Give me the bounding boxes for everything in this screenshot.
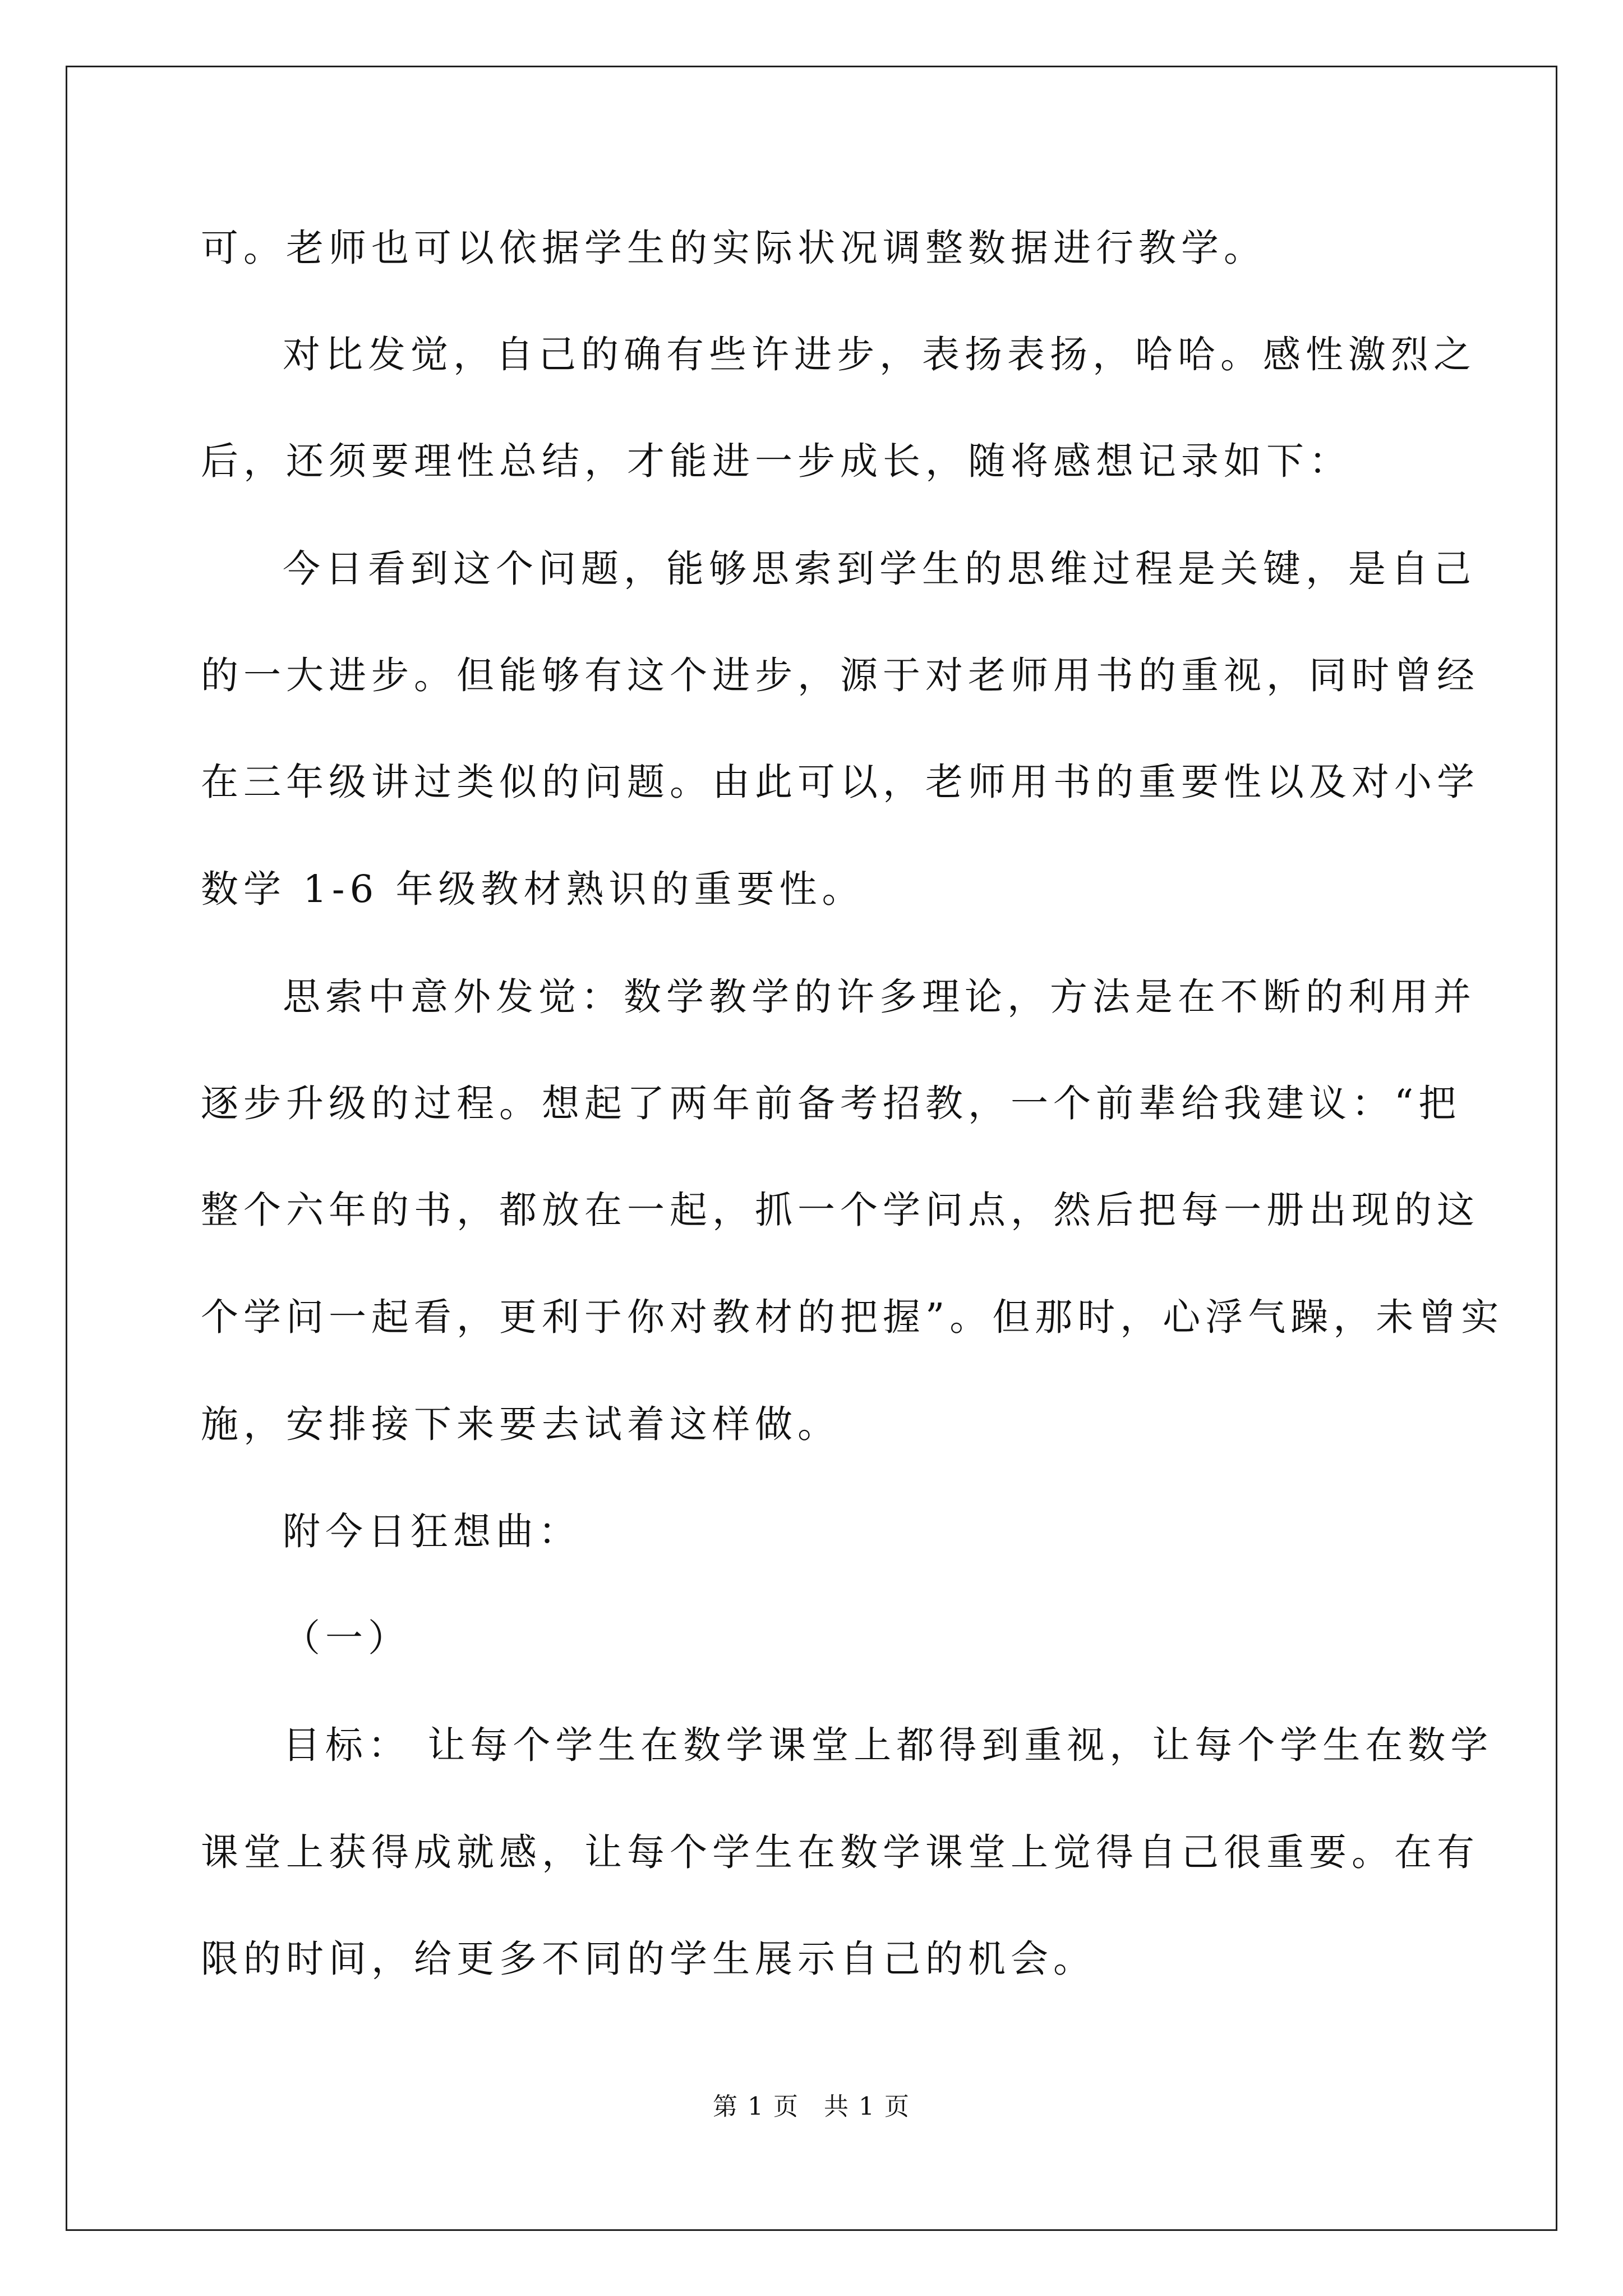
text-line: 限的时间，给更多不同的学生展示自己的机会。 [201, 1937, 1096, 1981]
page-footer [0, 2090, 1623, 2124]
text-line: 施，安排接下来要去试着这样做。 [201, 1402, 840, 1446]
text-line: 对比发觉，自己的确有些许进步，表扬表扬，哈哈。感性激烈之 [283, 333, 1476, 376]
text-line: 可。老师也可以依据学生的实际状况调整数据进行教学。 [201, 226, 1266, 270]
text-line: 今日看到这个问题，能够思索到学生的思维过程是关键，是自己 [283, 547, 1476, 591]
text-line: 后，还须要理性总结，才能进一步成长，随将感想记录如下： [201, 439, 1352, 483]
text-line: 个学问一起看，更利于你对教材的把握”。但那时，心浮气躁，未曾实 [201, 1295, 1504, 1339]
text-line: 目标： 让每个学生在数学课堂上都得到重视，让每个学生在数学 [283, 1723, 1493, 1767]
page-total: 共 1 页 [824, 2092, 910, 2121]
text-line: （一） [283, 1616, 411, 1660]
text-line: 数学 1-6 年级教材熟识的重要性。 [201, 867, 865, 911]
text-line: 逐步升级的过程。想起了两年前备考招教，一个前辈给我建议：“把 [201, 1082, 1461, 1125]
text-line: 思索中意外发觉：数学教学的许多理论，方法是在不断的利用并 [283, 975, 1476, 1019]
text-line: 在三年级讲过类似的问题。由此可以，老师用书的重要性以及对小学 [201, 760, 1479, 804]
text-line: 的一大进步。但能够有这个进步，源于对老师用书的重视，同时曾经 [201, 654, 1479, 697]
text-line: 课堂上获得成就感，让每个学生在数学课堂上觉得自己很重要。在有 [201, 1830, 1479, 1874]
page-border [66, 66, 1557, 2231]
page-number: 第 1 页 [713, 2092, 799, 2121]
text-line: 附今日狂想曲： [283, 1510, 581, 1553]
text-line: 整个六年的书，都放在一起，抓一个学问点，然后把每一册出现的这 [201, 1188, 1479, 1232]
